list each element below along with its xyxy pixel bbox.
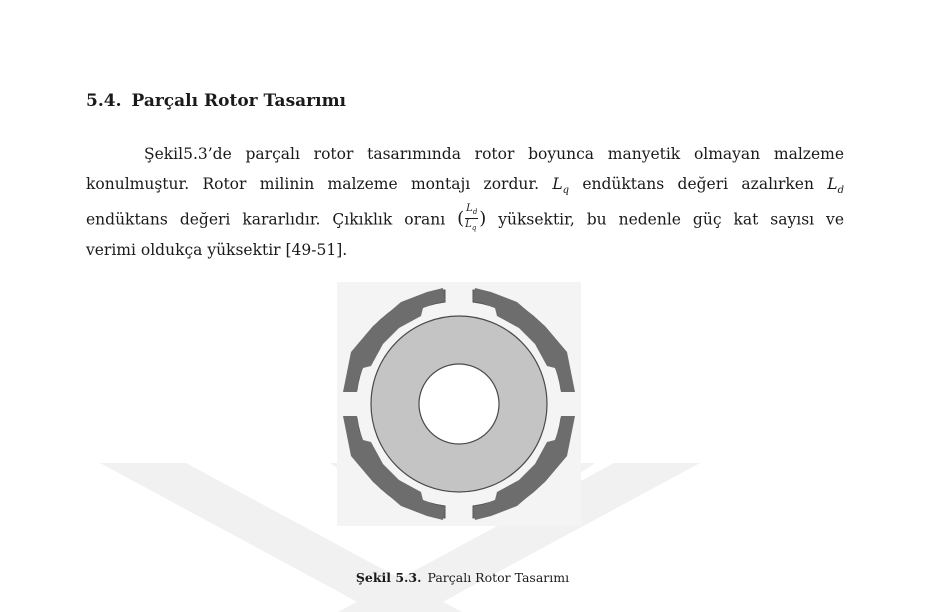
paragraph-text: verimi oldukça yüksektir [49-51]. bbox=[86, 241, 348, 260]
paragraph-line bbox=[86, 205, 844, 236]
inductance-ld: $L_d$ bbox=[827, 174, 844, 196]
section-title: Parçalı Rotor Tasarımı bbox=[131, 91, 347, 111]
section-number: 5.4. bbox=[86, 91, 122, 111]
rotor-figure bbox=[337, 282, 581, 526]
paragraph-text: endüktans değeri azalırken bbox=[582, 174, 814, 193]
paren-close: ) bbox=[479, 207, 487, 229]
paragraph-text: yüksektir, bu nedenle güç kat sayısı ve bbox=[498, 210, 844, 229]
body-paragraph bbox=[86, 140, 844, 266]
caption-label: Şekil 5.3. bbox=[355, 570, 422, 585]
paragraph-line bbox=[86, 236, 844, 266]
rotor-shaft-hole bbox=[419, 364, 499, 444]
paragraph-text: Şekil5.3’de parçalı rotor tasarımında rotor boyunca manyetik olmayan malzeme bbox=[144, 145, 844, 163]
paragraph-line bbox=[86, 170, 844, 206]
saliency-ratio-fraction: $\frac{L_d}{L_q}$ bbox=[465, 203, 478, 233]
figure-caption bbox=[0, 570, 925, 585]
paragraph-text: konulmuştur. Rotor milinin malzeme montajı zordur. bbox=[86, 174, 539, 193]
inductance-lq: $L_q$ bbox=[552, 174, 570, 196]
section-heading bbox=[86, 91, 346, 111]
caption-text: Parçalı Rotor Tasarımı bbox=[427, 570, 570, 585]
paren-open: ( bbox=[457, 207, 465, 229]
paragraph-text: endüktans değeri kararlıdır. Çıkıklık oranı bbox=[86, 210, 446, 229]
paragraph-line bbox=[86, 140, 844, 170]
